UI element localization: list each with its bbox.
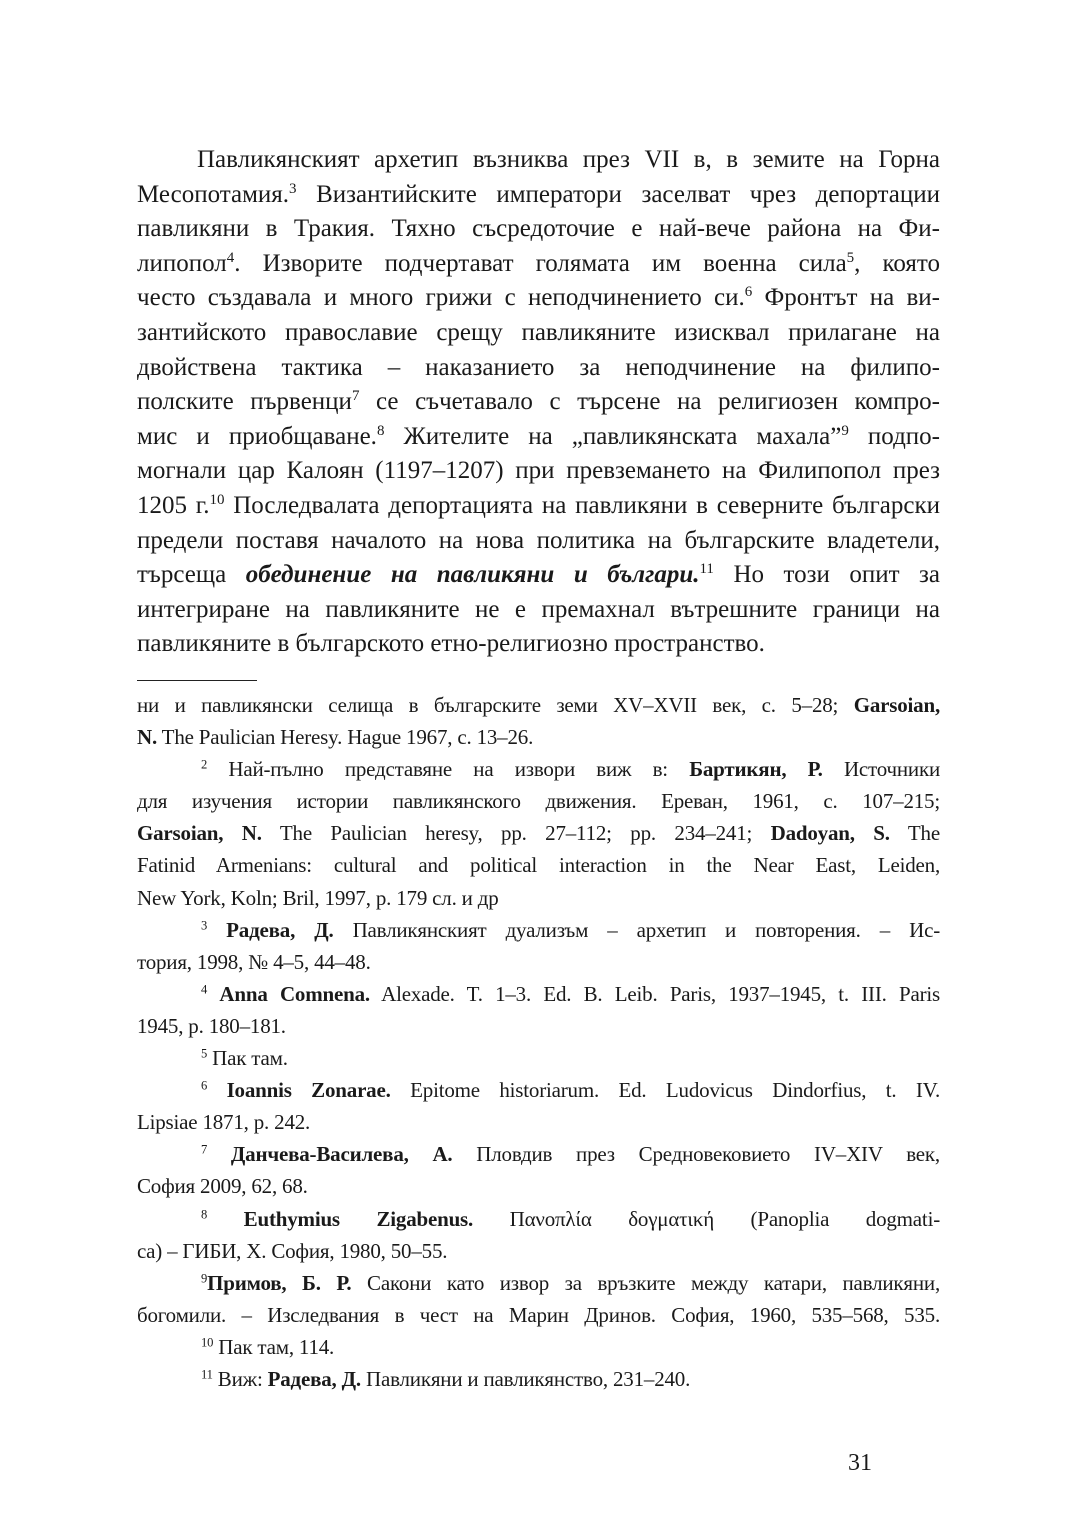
text-line xyxy=(137,385,940,420)
footnote-ref: 8 xyxy=(376,422,385,439)
text-segment: София 2009, 62, 68. xyxy=(137,1174,308,1199)
footnote-line xyxy=(137,1010,940,1042)
footnote-ref: 6 xyxy=(201,1078,208,1093)
footnote-line xyxy=(137,785,940,817)
text-segment: Ioannis Zonarae. xyxy=(226,1078,391,1103)
footnote-ref: 9 xyxy=(841,422,849,439)
text-segment: павликяни в Тракия. Тяхно съсредоточие е най-вече района на Фи- xyxy=(137,215,940,243)
text-segment: търсеща xyxy=(137,561,246,589)
text-line xyxy=(137,627,940,662)
text-segment xyxy=(207,1142,231,1166)
footnote-line xyxy=(137,1170,940,1202)
text-segment: 1945, p. 180–181. xyxy=(137,1013,286,1038)
footnotes xyxy=(137,689,940,1395)
footnote-line xyxy=(137,753,940,785)
text-segment: Пак там. xyxy=(207,1046,288,1071)
footnote-line xyxy=(137,1235,940,1267)
text-segment: Последвалата депортацията на павликяни в северните български xyxy=(224,491,940,519)
text-segment: зантийското православие срещу павликяните изисквал прилагане на xyxy=(137,318,940,346)
text-segment: The xyxy=(889,821,940,846)
text-segment: Пак там, 114. xyxy=(213,1334,335,1359)
text-segment: павликяните в българското етно-религиозно пространство. xyxy=(137,630,765,658)
text-segment: Фронтът на ви- xyxy=(752,284,940,312)
footnote-ref: 9 xyxy=(201,1271,208,1286)
text-segment: Византийските императори заселват чрез депортации xyxy=(296,180,940,208)
text-segment: тория, 1998, № 4–5, 44–48. xyxy=(137,949,371,974)
footnote-ref: 4 xyxy=(226,249,235,266)
text-segment: Павликяни и павликянство, 231–240. xyxy=(360,1366,691,1391)
footnote-ref: 10 xyxy=(209,491,225,508)
footnote-separator xyxy=(137,680,257,681)
text-segment: двойствена тактика – наказанието за неподчинение на филипо- xyxy=(137,353,940,381)
footnote-line xyxy=(137,721,940,753)
text-segment: Примов, Б. Р. xyxy=(207,1270,352,1295)
text-line xyxy=(137,247,940,282)
footnote-line xyxy=(137,882,940,914)
footnote-ref: 5 xyxy=(201,1046,208,1061)
text-segment: липопол xyxy=(137,249,227,277)
text-segment: Но този опит за xyxy=(713,561,940,589)
footnote-line xyxy=(137,689,940,721)
text-segment: Alexade. T. 1–3. Ed. B. Leib. Paris, 1937–1945, t. III. Paris xyxy=(369,981,940,1006)
footnote-ref: 7 xyxy=(201,1142,208,1157)
footnote-line xyxy=(137,1138,940,1170)
text-segment: богомили. – Изследвания в чест на Марин Дринов. София, 1960, 535–568, 535. xyxy=(137,1302,940,1327)
text-segment: Источники xyxy=(822,757,940,782)
text-segment: Виж: xyxy=(212,1366,268,1391)
footnote-line xyxy=(137,978,940,1010)
text-segment: Месопотамия. xyxy=(137,180,290,208)
text-segment: мис и приобщаване. xyxy=(137,422,377,450)
text-line xyxy=(137,558,940,593)
text-line xyxy=(137,524,940,559)
footnote-line xyxy=(137,817,940,849)
text-segment: Данчева-Василева, А. xyxy=(230,1142,453,1167)
footnote-ref: 3 xyxy=(289,180,297,197)
footnote-line xyxy=(137,1331,940,1363)
footnote-ref: 10 xyxy=(201,1335,214,1350)
footnote-ref: 3 xyxy=(201,918,208,933)
footnote-line xyxy=(137,1106,940,1138)
footnote-ref: 4 xyxy=(201,982,208,997)
footnote-line xyxy=(137,1267,940,1299)
text-segment: Радева, Д. xyxy=(226,917,334,942)
footnote-line xyxy=(137,1074,940,1106)
text-segment: Бартикян, Р. xyxy=(689,757,823,782)
text-segment: често създавала и много грижи с неподчинението си. xyxy=(137,284,745,312)
text-segment: Lipsiae 1871, p. 242. xyxy=(137,1110,311,1135)
text-segment: ни и павликянски селища в българските земи XV–XVII век, с. 5–28; xyxy=(137,693,854,717)
text-segment: Жителите на „павликянската махала” xyxy=(384,422,842,450)
text-segment xyxy=(207,1207,244,1231)
text-line xyxy=(137,593,940,628)
main-paragraph xyxy=(137,143,940,662)
text-segment xyxy=(207,982,219,1006)
page-number: 31 xyxy=(848,1450,872,1476)
text-segment: Πανοπλία δογματική (Panoplia dogmati- xyxy=(473,1206,940,1231)
text-segment: Anna Comnena. xyxy=(219,981,370,1006)
footnote-ref: 11 xyxy=(699,561,714,578)
text-segment: ca) – ГИБИ, Х. София, 1980, 50–55. xyxy=(137,1238,448,1263)
text-segment: могнали цар Калоян (1197–1207) при превземането на Филипопол през xyxy=(137,457,940,485)
footnote-line xyxy=(137,914,940,946)
text-segment: Fatinid Armenians: cultural and political interaction in the Near East, Leiden, xyxy=(137,853,940,878)
footnote-line xyxy=(137,946,940,978)
text-segment: Garsoian, xyxy=(853,693,940,717)
footnote-line xyxy=(137,1042,940,1074)
text-segment: N. xyxy=(137,725,158,750)
text-segment: Павликянският архетип възниква през VII в, в земите на Горна xyxy=(197,146,940,173)
footnote-ref: 5 xyxy=(846,249,855,266)
footnote-line xyxy=(137,849,940,881)
text-segment xyxy=(207,918,226,942)
footnote-ref: 6 xyxy=(744,284,753,301)
text-segment: Epitome historiarum. Ed. Ludovicus Dindorfius, t. IV. xyxy=(390,1078,940,1103)
text-segment: The Paulician heresy, pp. 27–112; pp. 234–241; xyxy=(261,821,771,846)
text-segment: Dadoyan, S. xyxy=(770,821,890,846)
footnote-line xyxy=(137,1299,940,1331)
text-segment: . Изворите подчертават голямата им военна сила xyxy=(234,249,847,277)
text-segment: Garsoian, N. xyxy=(137,821,262,846)
text-line xyxy=(137,212,940,247)
footnote-ref: 8 xyxy=(201,1206,208,1221)
text-line xyxy=(137,420,940,455)
footnote-ref: 11 xyxy=(201,1367,213,1382)
text-segment: , която xyxy=(854,249,940,277)
text-segment: New York, Koln; Bril, 1997, p. 179 сл. и др xyxy=(137,885,499,910)
text-segment: обединение на павликяни и българи. xyxy=(245,561,700,589)
footnote-line xyxy=(137,1363,940,1395)
text-segment: 1205 г. xyxy=(137,491,210,519)
text-segment: Павликянският дуализъм – архетип и повторения. – Ис- xyxy=(333,917,940,942)
text-line xyxy=(137,454,940,489)
text-segment: се съчетавало с търсене на религиозен компро- xyxy=(359,388,940,416)
text-segment xyxy=(207,1078,226,1102)
text-segment: Euthymius Zigabenus. xyxy=(243,1206,474,1231)
text-segment: полските първенци xyxy=(137,388,352,416)
text-segment: Пловдив през Средновековието IV–XIV век, xyxy=(452,1142,940,1167)
text-segment: интегриране на павликяните не е премахнал вътрешните граници на xyxy=(137,595,940,623)
text-line xyxy=(137,316,940,351)
text-segment: предели поставя началото на нова политика на българските владетели, xyxy=(137,526,940,554)
footnote-ref: 2 xyxy=(201,757,208,772)
text-segment: Най-пълно представяне на извори виж в: xyxy=(207,757,690,782)
text-line xyxy=(137,178,940,213)
text-segment: для изучения истории павликянского движения. Ереван, 1961, с. 107–215; xyxy=(137,789,940,814)
text-segment: Радева, Д. xyxy=(267,1366,361,1391)
text-segment: The Paulician Heresy. Hague 1967, с. 13–26. xyxy=(157,725,534,750)
text-line xyxy=(137,143,940,178)
text-segment: подпо- xyxy=(848,422,940,450)
text-line xyxy=(137,351,940,386)
text-line xyxy=(137,281,940,316)
footnote-line xyxy=(137,1203,940,1235)
text-line xyxy=(137,489,940,524)
text-segment: Сакони като извор за връзките между катари, павликяни, xyxy=(351,1270,940,1295)
footnote-ref: 7 xyxy=(351,388,360,405)
